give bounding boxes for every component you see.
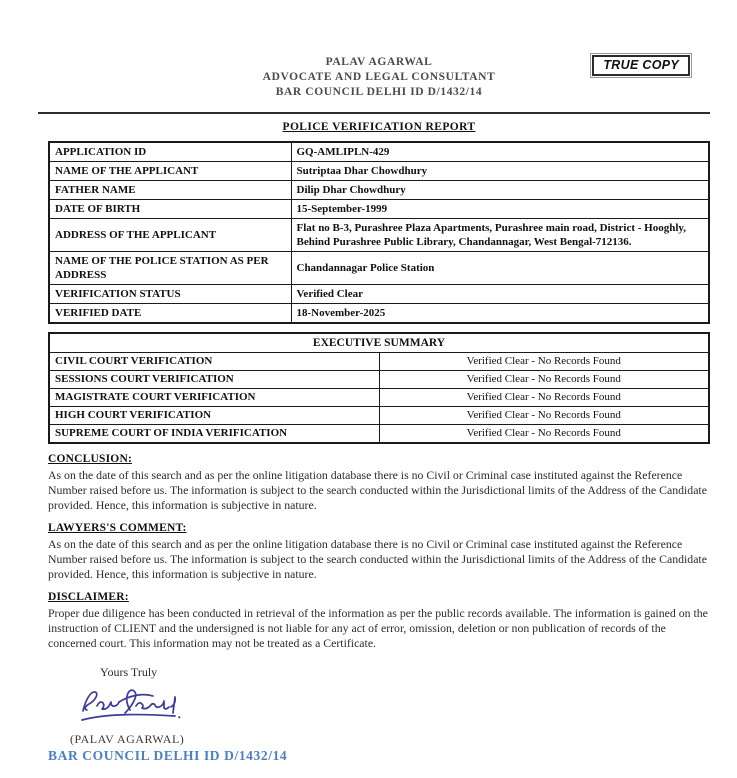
row-value: 18-November-2025 [291, 304, 709, 324]
conclusion-heading: CONCLUSION: [48, 453, 132, 465]
table-row [49, 162, 709, 181]
conclusion-section [48, 453, 710, 513]
closing-text: Yours Truly [100, 665, 158, 679]
row-label: CIVIL COURT VERIFICATION [49, 353, 379, 371]
row-label: APPLICATION ID [49, 142, 291, 162]
row-label: NAME OF THE APPLICANT [49, 162, 291, 181]
signatory-name: (PALAV AGARWAL) [70, 732, 185, 746]
row-value: Sutriptaa Dhar Chowdhury [291, 162, 709, 181]
row-label: MAGISTRATE COURT VERIFICATION [49, 389, 379, 407]
row-label: HIGH COURT VERIFICATION [49, 407, 379, 425]
table-row [49, 142, 709, 162]
conclusion-body: As on the date of this search and as per the online litigation database there is no Civil or Criminal case instituted against the Reference Number raised before us. The information is subject to the search conducted within the Jurisdictional limits of the Address of the Candidate provided. Hence, this information is subjective in nature. [48, 468, 707, 512]
row-value: GQ-AMLIPLN-429 [291, 142, 709, 162]
row-label: ADDRESS OF THE APPLICANT [49, 219, 291, 252]
row-label: FATHER NAME [49, 181, 291, 200]
table-row [49, 200, 709, 219]
row-label: NAME OF THE POLICE STATION AS PER ADDRESS [49, 252, 291, 285]
row-value: Verified Clear - No Records Found [379, 389, 709, 407]
row-value: Dilip Dhar Chowdhury [291, 181, 709, 200]
table-row [49, 285, 709, 304]
disclaimer-section [48, 591, 710, 651]
lawyers-comment-section [48, 522, 710, 582]
table-row [49, 181, 709, 200]
table-row [49, 371, 709, 389]
letterhead [48, 55, 710, 100]
applicant-details-table [48, 141, 710, 324]
signature [78, 684, 710, 730]
row-value: Verified Clear [291, 285, 709, 304]
table-row [49, 219, 709, 252]
true-copy-stamp: TRUE COPY [592, 55, 690, 76]
advocate-title: ADVOCATE AND LEGAL CONSULTANT [262, 71, 496, 83]
row-value: Chandannagar Police Station [291, 252, 709, 285]
page-title: POLICE VERIFICATION REPORT [282, 121, 476, 133]
row-label: SESSIONS COURT VERIFICATION [49, 371, 379, 389]
header-divider [38, 112, 710, 114]
disclaimer-body: Proper due diligence has been conducted in retrieval of the information as per the public records available. The information is gained on the instruction of CLIENT and the undersigned is not liable for any act of error, omission, deletion or non publication of records of the concerned court. This information may not be treated as a Certificate. [48, 606, 708, 650]
table-row [49, 425, 709, 444]
footer-bar-council-id: BAR COUNCIL DELHI ID D/1432/14 [48, 748, 288, 763]
table-row [49, 304, 709, 324]
row-label: VERIFICATION STATUS [49, 285, 291, 304]
table-row [49, 389, 709, 407]
advocate-name: PALAV AGARWAL [325, 56, 433, 68]
lawyers-comment-body: As on the date of this search and as per the online litigation database there is no Civil or Criminal case instituted against the Reference Number raised before us. The information is subject to the search conducted within the Jurisdictional limits of the Address of the Candidate provided. Hence, this information is subjective in nature. [48, 537, 707, 581]
lawyers-comment-heading: LAWYERS'S COMMENT: [48, 522, 187, 534]
row-value: Verified Clear - No Records Found [379, 425, 709, 444]
summary-title: EXECUTIVE SUMMARY [49, 333, 709, 353]
row-label: VERIFIED DATE [49, 304, 291, 324]
summary-header-row [49, 333, 709, 353]
disclaimer-heading: DISCLAIMER: [48, 591, 129, 603]
row-label: DATE OF BIRTH [49, 200, 291, 219]
row-value: Flat no B-3, Purashree Plaza Apartments, Purashree main road, District - Hooghly, Behind Purashree Public Library, Chandannagar, West Bengal-712136. [291, 219, 709, 252]
row-value: 15-September-1999 [291, 200, 709, 219]
row-label: SUPREME COURT OF INDIA VERIFICATION [49, 425, 379, 444]
executive-summary-table [48, 332, 710, 444]
row-value: Verified Clear - No Records Found [379, 407, 709, 425]
row-value: Verified Clear - No Records Found [379, 371, 709, 389]
row-value: Verified Clear - No Records Found [379, 353, 709, 371]
table-row [49, 353, 709, 371]
signature-ink-icon [78, 684, 196, 730]
advocate-bar-id: BAR COUNCIL DELHI ID D/1432/14 [275, 86, 483, 98]
table-row [49, 407, 709, 425]
table-row [49, 252, 709, 285]
